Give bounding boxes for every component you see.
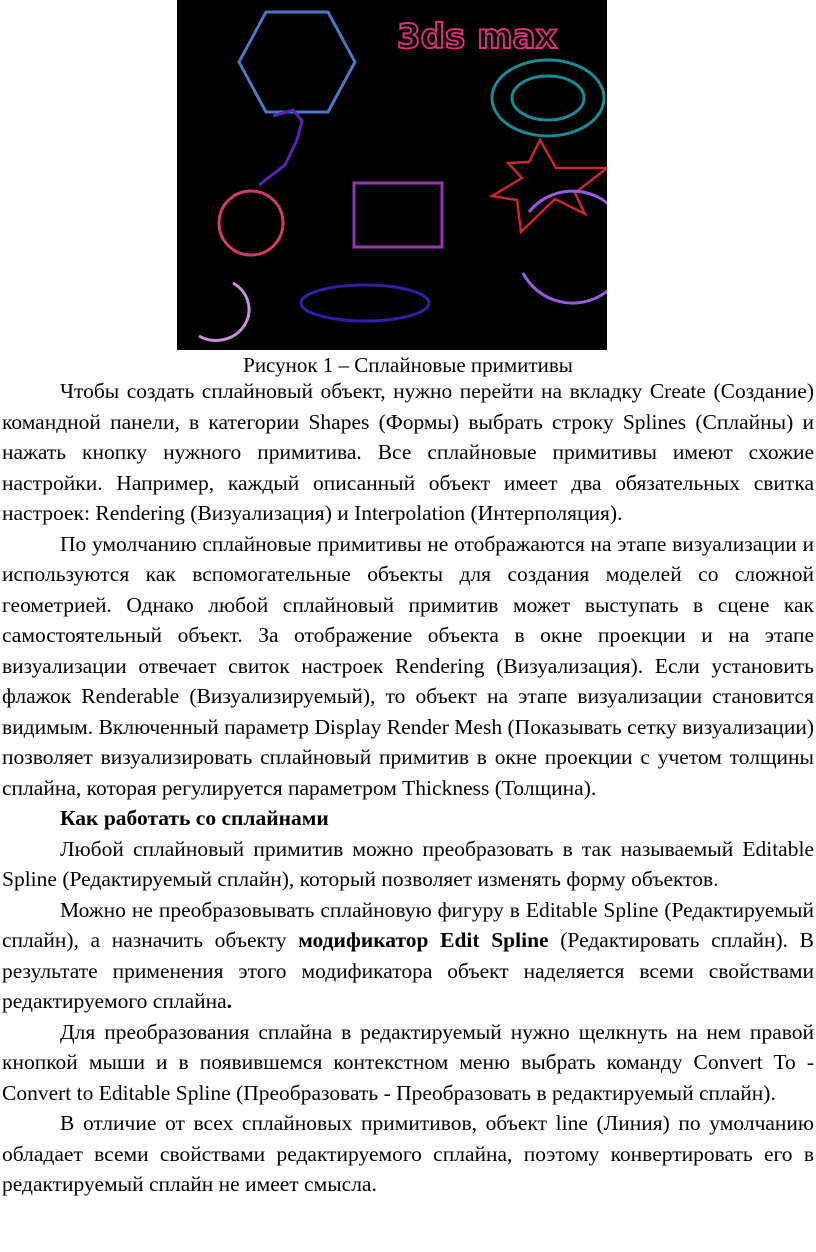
arc-spline-right	[523, 191, 607, 303]
spline-primitives-figure	[177, 0, 607, 350]
donut-inner-spline	[512, 76, 584, 120]
paragraph-line-object: В отличие от всех сплайновых примитивов, объект line (Линия) по умолчанию обладает всеми свойствами редактируемого сплайна, поэтому конвертировать его в редактируемый сплайн не имеет смысла.	[2, 1111, 814, 1196]
figure-caption: Рисунок 1 – Сплайновые примитивы	[243, 353, 573, 377]
star-spline	[492, 140, 607, 232]
arc-spline-left	[199, 283, 249, 340]
paragraph-edit-spline-modifier	[2, 895, 814, 1017]
spline-primitives-render	[177, 0, 607, 350]
line-spline	[259, 110, 302, 185]
p4-text-before: Можно не преобразовывать сплайновую фигуру в Editable Spline (Редактируемый сплайн), а назначить объекту	[2, 897, 814, 952]
p4-bold-period: .	[226, 989, 233, 1013]
rectangle-spline	[354, 183, 442, 247]
document-body	[2, 376, 814, 1200]
paragraph-create-spline: Чтобы создать сплайновый объект, нужно перейти на вкладку Create (Создание) командной панели, в категории Shapes (Формы) выбрать строку Splines (Сплайны) и нажать кнопку нужного примитива. Все сплайновые примитивы имеют схожие настройки. Например, каждый описанный объект имеет два обязательных свитка настроек: Rendering (Визуализация) и Interpolation (Интерполяция).	[2, 379, 814, 525]
logo-3ds-max: 3ds max	[397, 17, 558, 57]
p4-bold-term: модификатор Edit Spline	[298, 928, 549, 952]
ellipse-spline	[301, 285, 429, 321]
paragraph-rendering: По умолчанию сплайновые примитивы не отображаются на этапе визуализации и используются как вспомогательные объекты для создания моделей со сложной геометрией. Однако любой сплайновый примитив может выступать в сцене как самостоятельный объект. За отображение объекта в окне проекции и на этапе визуализации отвечает свиток настроек Rendering (Визуализация). Если установить флажок Renderable (Визуализируемый), то объект на этапе визуализации становится видимым. Включенный параметр Display Render Mesh (Показывать сетку визуализации) позволяет визуализировать сплайновый примитив в окне проекции с учетом толщины сплайна, которая регулируется параметром Thickness (Толщина).	[2, 531, 814, 800]
section-heading: Как работать со сплайнами	[60, 806, 329, 830]
paragraph-convert: Для преобразования сплайна в редактируемый нужно щелкнуть на нем правой кнопкой мыши и в появившемся контекстном меню выбрать команду Convert To - Convert to Editable Spline (Преобразовать - Преобразовать в редактируемый сплайн).	[2, 1019, 814, 1105]
hexagon-spline	[239, 12, 355, 112]
circle-spline	[219, 191, 283, 255]
paragraph-editable-spline: Любой сплайновый примитив можно преобразовать в так называемый Editable Spline (Редактируемый сплайн), который позволяет изменять форму объектов.	[2, 836, 814, 891]
donut-outer-spline	[492, 60, 604, 136]
p4-text-after: (Редактировать сплайн). В результате применения этого модификатора объект наделяется всеми свойствами редактируемого сплайна	[2, 928, 815, 1013]
